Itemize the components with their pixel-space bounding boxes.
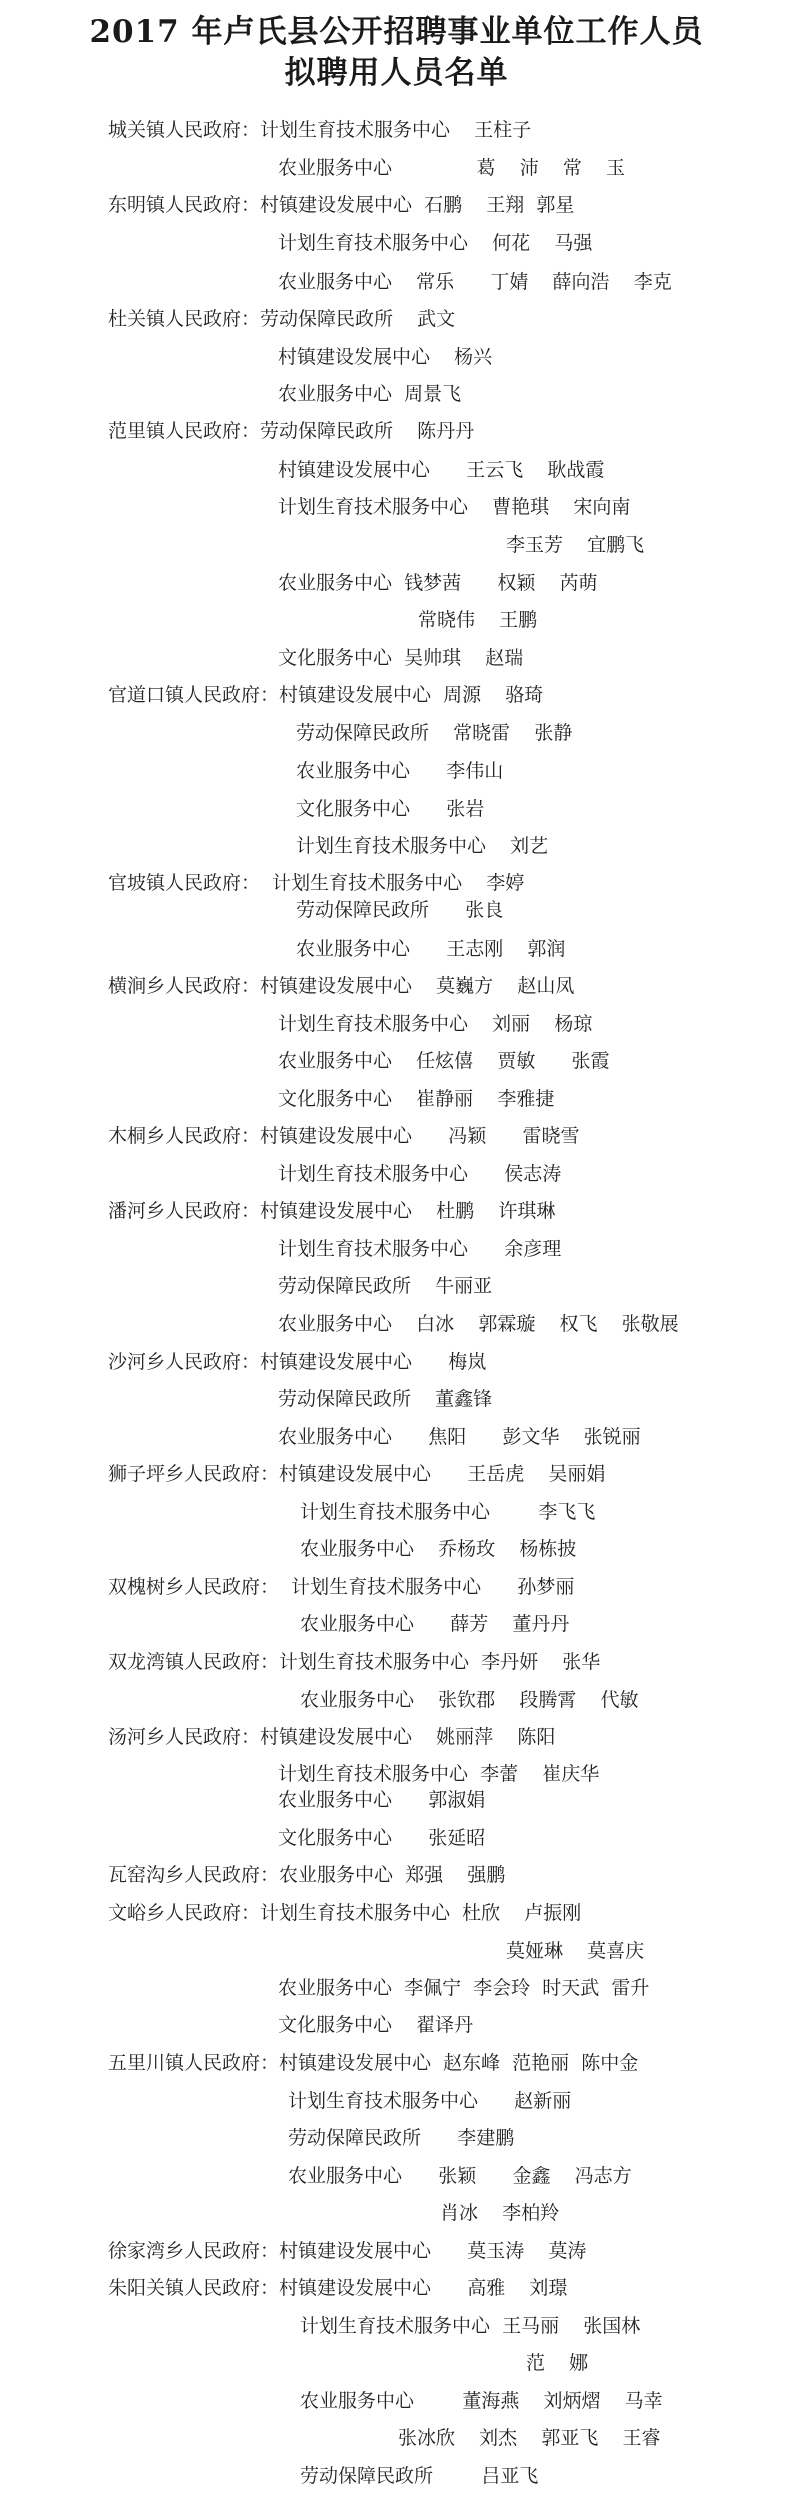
list-line: 徐家湾乡人民政府：村镇建设发展中心 莫玉涛 莫涛 <box>108 2240 587 2262</box>
list-line: 文化服务中心 崔静丽 李雅捷 <box>278 1088 555 1110</box>
list-line: 计划生育技术服务中心 侯志涛 <box>278 1163 562 1185</box>
list-line: 杜关镇人民政府：劳动保障民政所 武文 <box>108 308 456 330</box>
list-line: 瓦窑沟乡人民政府：农业服务中心 郑强 强鹏 <box>108 1864 506 1886</box>
list-line: 计划生育技术服务中心 何花 马强 <box>278 232 593 254</box>
list-line: 计划生育技术服务中心 刘丽 杨琼 <box>278 1013 593 1035</box>
list-line: 横涧乡人民政府：村镇建设发展中心 莫巍方 赵山凤 <box>108 975 575 997</box>
list-line: 农业服务中心 薛芳 董丹丹 <box>300 1613 570 1635</box>
list-line: 农业服务中心 李佩宁 李会玲 时天武 雷升 <box>278 1977 650 1999</box>
list-line: 计划生育技术服务中心 李飞飞 <box>300 1501 596 1523</box>
list-line: 农业服务中心 王志刚 郭润 <box>296 938 566 960</box>
list-line: 双槐树乡人民政府： 计划生育技术服务中心 孙梦丽 <box>108 1576 575 1598</box>
list-line: 计划生育技术服务中心 曹艳琪 宋向南 <box>278 496 631 518</box>
list-line: 东明镇人民政府：村镇建设发展中心 石鹏 王翔 郭星 <box>108 194 575 216</box>
list-line: 狮子坪乡人民政府：村镇建设发展中心 王岳虎 吴丽娟 <box>108 1463 606 1485</box>
list-line: 劳动保障民政所 常晓雷 张静 <box>296 722 573 744</box>
list-line: 劳动保障民政所 李建鹏 <box>288 2127 515 2149</box>
list-line: 城关镇人民政府：计划生育技术服务中心 王柱子 <box>108 119 532 141</box>
list-line: 双龙湾镇人民政府：计划生育技术服务中心 李丹妍 张华 <box>108 1651 601 1673</box>
list-line: 文化服务中心 张延昭 <box>278 1827 486 1849</box>
list-line: 计划生育技术服务中心 王马丽 张国林 <box>300 2315 641 2337</box>
list-line: 莫娅琳 莫喜庆 <box>506 1940 645 1962</box>
list-line: 农业服务中心 葛 沛 常 玉 <box>278 157 626 179</box>
list-line: 农业服务中心 周景飞 <box>278 383 462 405</box>
list-line: 五里川镇人民政府：村镇建设发展中心 赵东峰 范艳丽 陈中金 <box>108 2052 639 2074</box>
list-line: 农业服务中心 焦阳 彭文华 张锐丽 <box>278 1426 641 1448</box>
list-line: 农业服务中心 董海燕 刘炳熠 马幸 <box>300 2390 663 2412</box>
list-line: 农业服务中心 郭淑娟 <box>278 1789 486 1811</box>
list-line: 农业服务中心 任炫僖 贾敏 张霞 <box>278 1050 610 1072</box>
list-line: 范 娜 <box>526 2352 589 2374</box>
list-line: 文峪乡人民政府：计划生育技术服务中心 杜欣 卢振刚 <box>108 1902 582 1924</box>
list-line: 计划生育技术服务中心 李蕾 崔庆华 <box>278 1763 600 1785</box>
list-line: 劳动保障民政所 吕亚飞 <box>300 2465 539 2487</box>
list-line: 村镇建设发展中心 杨兴 <box>278 346 493 368</box>
list-line: 张冰欣 刘杰 郭亚飞 王睿 <box>398 2427 661 2449</box>
list-line: 计划生育技术服务中心 刘艺 <box>296 835 549 857</box>
document-title-line-2: 拟聘用人员名单 <box>284 55 509 91</box>
list-line: 劳动保障民政所 董鑫锋 <box>278 1388 493 1410</box>
list-line: 农业服务中心 钱梦茜 权颖 芮萌 <box>278 572 598 594</box>
list-line: 农业服务中心 白冰 郭霖璇 权飞 张敬展 <box>278 1313 679 1335</box>
list-line: 农业服务中心 张颖 金鑫 冯志方 <box>288 2165 632 2187</box>
list-line: 木桐乡人民政府：村镇建设发展中心 冯颖 雷晓雪 <box>108 1125 580 1147</box>
list-line: 计划生育技术服务中心 赵新丽 <box>288 2090 572 2112</box>
list-line: 农业服务中心 乔杨玫 杨栋披 <box>300 1538 577 1560</box>
list-line: 沙河乡人民政府：村镇建设发展中心 梅岚 <box>108 1351 487 1373</box>
list-line: 官道口镇人民政府：村镇建设发展中心 周源 骆琦 <box>108 684 544 706</box>
list-line: 李玉芳 宜鹏飞 <box>506 534 645 556</box>
list-line: 计划生育技术服务中心 余彦理 <box>278 1238 562 1260</box>
list-line: 农业服务中心 李伟山 <box>296 760 504 782</box>
list-line: 文化服务中心 张岩 <box>296 798 485 820</box>
list-line: 肖冰 李柏羚 <box>440 2202 560 2224</box>
list-line: 文化服务中心 翟译丹 <box>278 2014 474 2036</box>
list-line: 农业服务中心 张钦郡 段腾霄 代敏 <box>300 1689 639 1711</box>
list-line: 农业服务中心 常乐 丁婧 薛向浩 李克 <box>278 271 672 293</box>
list-line: 官坡镇人民政府： 计划生育技术服务中心 李婷 <box>108 872 525 894</box>
list-line: 劳动保障民政所 牛丽亚 <box>278 1275 493 1297</box>
list-line: 范里镇人民政府：劳动保障民政所 陈丹丹 <box>108 420 475 442</box>
list-line: 村镇建设发展中心 王云飞 耿战霞 <box>278 459 605 481</box>
document-title-line-1: 2017 年卢氏县公开招聘事业单位工作人员 <box>89 14 704 50</box>
list-line: 常晓伟 王鹏 <box>418 609 538 631</box>
list-line: 文化服务中心 吴帅琪 赵瑞 <box>278 647 524 669</box>
list-line: 潘河乡人民政府：村镇建设发展中心 杜鹏 许琪琳 <box>108 1200 556 1222</box>
list-line: 劳动保障民政所 张良 <box>296 899 504 921</box>
list-line: 汤河乡人民政府：村镇建设发展中心 姚丽萍 陈阳 <box>108 1726 556 1748</box>
list-line: 朱阳关镇人民政府：村镇建设发展中心 高雅 刘璟 <box>108 2277 568 2299</box>
